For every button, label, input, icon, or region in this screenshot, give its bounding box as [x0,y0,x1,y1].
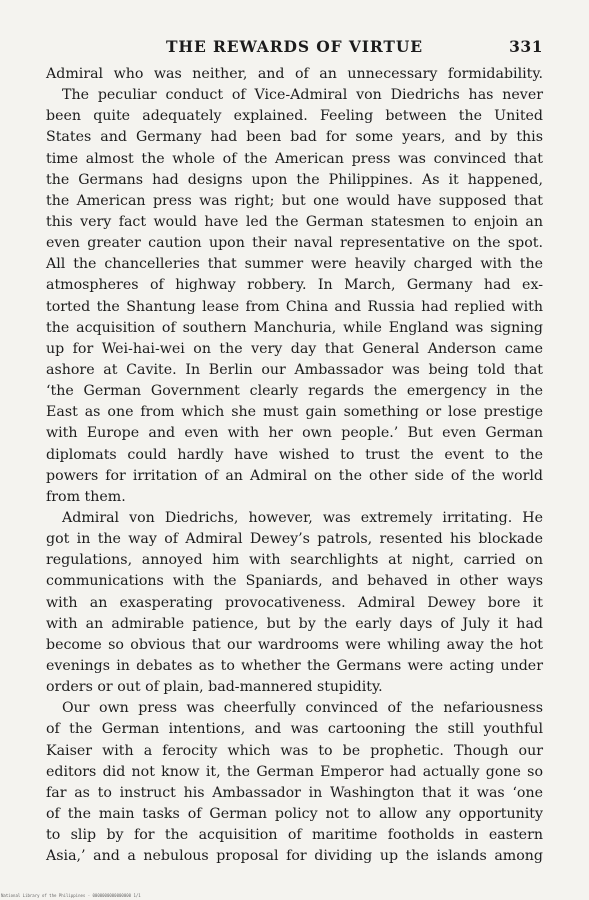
text-line: communications with the Spaniards, and behaved in other ways [46,573,543,590]
text-line: with Europe and even with her own people.’ But even German [46,425,543,442]
text-line: even greater caution upon their naval representative on the spot. [46,235,543,252]
text-line: Admiral who was neither, and of an unnecessary formidability. [46,66,543,82]
text-line: diplomats could hardly have wished to trust the event to the [46,446,543,463]
text-line: with an exasperating provocativeness. Admiral Dewey bore it [46,594,543,611]
running-head: THE REWARDS OF VIRTUE [166,37,423,56]
text-line: time almost the whole of the American press was convinced that [46,150,543,167]
text-line: evenings in debates as to whether the Germans were acting under [46,657,543,674]
text-line: Kaiser with a ferocity which was to be prophetic. Though our [46,742,543,759]
text-line: States and Germany had been bad for some years, and by this [46,129,543,146]
text-line: atmospheres of highway robbery. In March, Germany had ex- [46,277,543,294]
text-line: with an admirable patience, but by the early days of July it had [46,615,543,632]
text-line: ‘the German Government clearly regards the emergency in the [46,383,543,400]
text-line: got in the way of Admiral Dewey’s patrols, resented his blockade [46,531,543,548]
text-line: become so obvious that our wardrooms were whiling away the hot [46,636,543,653]
text-line: editors did not know it, the German Emperor had actually gone so [46,763,543,780]
text-line: orders or out of plain, bad-mannered stupidity. [46,679,383,696]
text-line: of the German intentions, and was cartooning the still youthful [46,721,543,738]
page-header [46,37,543,57]
text-line: Asia,’ and a nebulous proposal for dividing up the islands among [46,848,543,865]
text-line: from them. [46,488,126,505]
text-line: East as one from which she must gain something or lose prestige [46,404,543,421]
text-line: the American press was right; but one would have supposed that [46,192,543,209]
text-line: regulations, annoyed him with searchlights at night, carried on [46,552,543,569]
text-line: The peculiar conduct of Vice-Admiral von Diedrichs has never [62,87,543,104]
text-line: the Germans had designs upon the Philippines. As it happened, [46,171,543,188]
text-line: ashore at Cavite. In Berlin our Ambassador was being told that [46,361,543,378]
text-line: Admiral von Diedrichs, however, was extremely irritating. He [62,509,543,526]
text-line: of the main tasks of German policy not to allow any opportunity [46,805,543,822]
text-line: torted the Shantung lease from China and Russia had replied with [46,298,543,315]
text-line: this very fact would have led the German statesmen to enjoin an [46,213,543,230]
text-line: Our own press was cheerfully convinced of the nefariousness [62,700,543,717]
scan-footer-stamp: National Library of the Philippines · 0000000000000000 1/1 [1,893,141,898]
text-line: to slip by for the acquisition of maritime footholds in eastern [46,827,543,844]
body-text [46,64,543,867]
text-line: All the chancelleries that summer were heavily charged with the [46,256,543,273]
text-line: powers for irritation of an Admiral on the other side of the world [46,467,543,484]
text-line: up for Wei-hai-wei on the very day that General Anderson came [46,340,543,357]
page-number: 331 [509,37,543,56]
text-line: the acquisition of southern Manchuria, while England was signing [46,319,543,336]
text-line: been quite adequately explained. Feeling between the United [46,108,543,125]
text-line: far as to instruct his Ambassador in Washington that it was ‘one [46,784,543,801]
